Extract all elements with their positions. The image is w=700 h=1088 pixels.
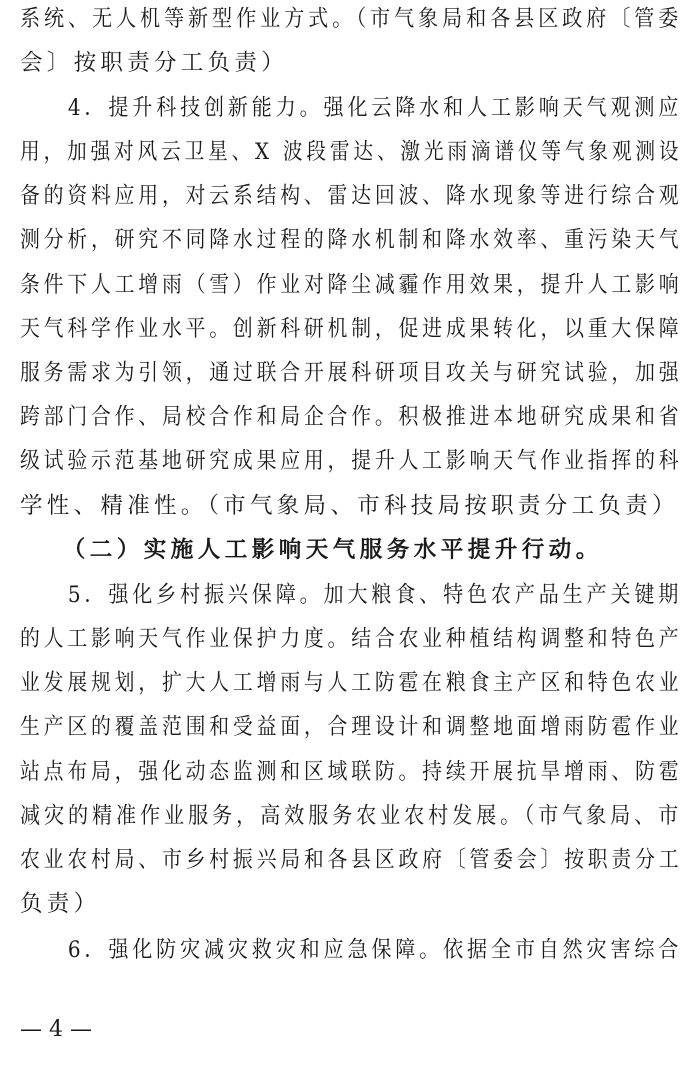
text-line: 站点布局，强化动态监测和区域联防。持续开展抗旱增雨、防雹 xyxy=(20,759,683,785)
text-line: 用，加强对风云卫星、X 波段雷达、激光雨滴谱仪等气象观测设 xyxy=(20,139,683,165)
text-line: 级试验示范基地研究成果应用，提升人工影响天气作业指挥的科 xyxy=(20,448,683,474)
section-heading: （二）实施人工影响天气服务水平提升行动。 xyxy=(20,537,603,563)
page-number: — 4 — xyxy=(20,1017,92,1042)
text-line: 5．强化乡村振兴保障。加大粮食、特色农产品生产关键期 xyxy=(20,582,683,608)
text-line: 条件下人工增雨（雪）作业对降尘减霾作用效果，提升人工影响 xyxy=(20,272,683,298)
text-line: 备的资料应用，对云系结构、雷达回波、降水现象等进行综合观 xyxy=(20,183,683,209)
text-line: 4．提升科技创新能力。强化云降水和人工影响天气观测应 xyxy=(20,95,683,121)
text-line: 农业农村局、市乡村振兴局和各县区政府〔管委会〕按职责分工 xyxy=(20,847,683,873)
text-line: 业发展规划，扩大人工增雨与人工防雹在粮食主产区和特色农业 xyxy=(20,670,683,696)
text-line: 生产区的覆盖范围和受益面，合理设计和调整地面增雨防雹作业 xyxy=(20,714,683,740)
text-line: 6．强化防灾减灾救灾和应急保障。依据全市自然灾害综合 xyxy=(20,937,683,963)
text-line: 服务需求为引领，通过联合开展科研项目攻关与研究试验，加强 xyxy=(20,360,683,386)
text-line: 学性、精准性。（市气象局、市科技局按职责分工负责） xyxy=(20,493,679,519)
text-line: 的人工影响天气作业保护力度。结合农业种植结构调整和特色产 xyxy=(20,626,683,652)
text-line: 负责） xyxy=(20,891,101,917)
text-line: 会〕按职责分工负责） xyxy=(20,50,289,76)
text-line: 测分析，研究不同降水过程的降水机制和降水效率、重污染天气 xyxy=(20,227,683,253)
text-line: 系统、无人机等新型作业方式。（市气象局和各县区政府〔管委 xyxy=(20,6,683,32)
text-line: 减灾的精准作业服务，高效服务农业农村发展。（市气象局、市 xyxy=(20,803,683,829)
text-line: 跨部门合作、局校合作和局企合作。积极推进本地研究成果和省 xyxy=(20,404,683,430)
text-line: 天气科学作业水平。创新科研机制，促进成果转化，以重大保障 xyxy=(20,316,683,342)
